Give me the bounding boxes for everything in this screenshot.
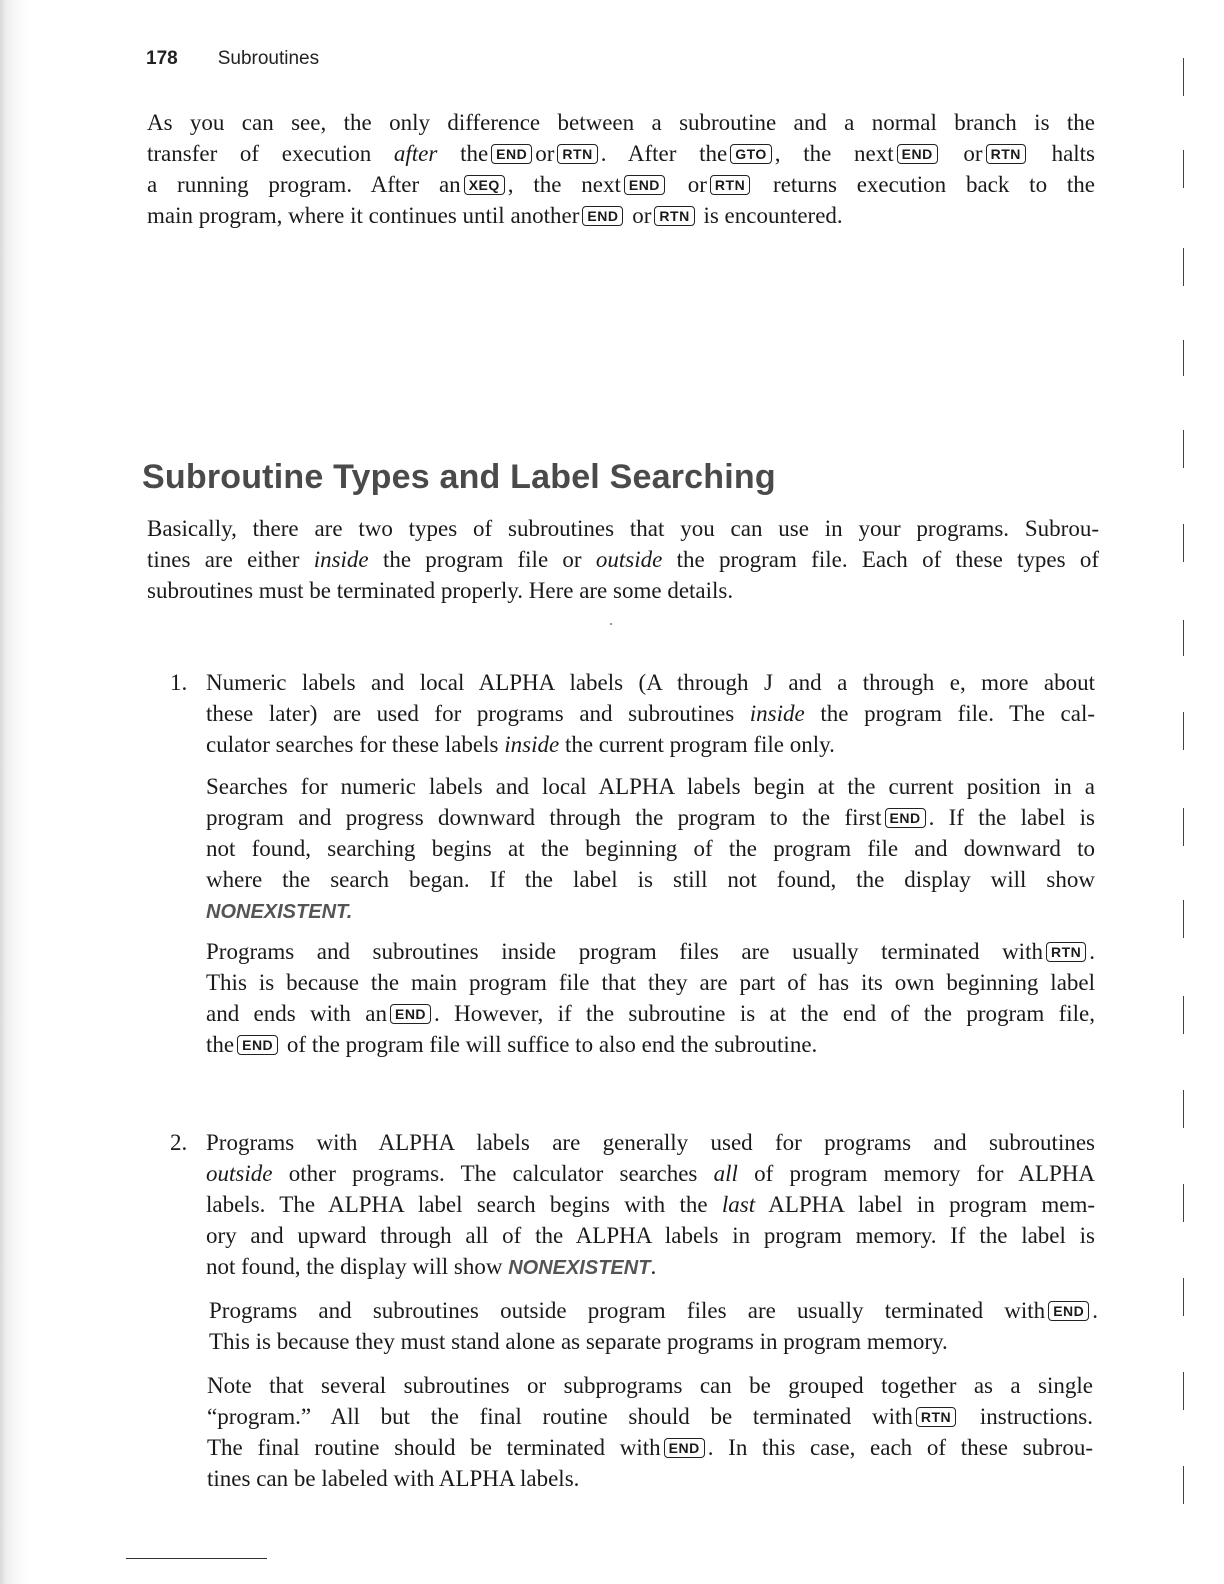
intro-paragraph (147, 107, 1095, 231)
end-key-icon: END (885, 808, 926, 828)
item1-paragraph-c: Programs and subroutines inside program files are usually terminated with RTN . This is because the main program file that they are part of has its own beginning label and ends with an END . However, if the subroutine is at the end of the program file, the END of the program file will suffice to also end the subroutine. (206, 939, 1096, 1057)
list-item-1-number: 1. (170, 670, 188, 695)
end-key-icon: END (237, 1035, 278, 1055)
footnote-rule (126, 1558, 267, 1559)
section-heading: Subroutine Types and Label Searching (142, 458, 776, 496)
rtn-key-icon: RTN (557, 144, 597, 164)
scan-speck (610, 623, 612, 625)
intro-line-4: main program, where it continues until another END or RTN is encountered. (147, 203, 843, 228)
gto-key-icon: GTO (730, 144, 772, 164)
item1-paragraph-b: Searches for numeric labels and local ALPHA labels begin at the current position in a program and progress downward through the program to the first END . If the label is not found, searching begins at the beginning of the program file and downward to where the search began. If the label is still not found, the display will show NONEXISTENT. (206, 774, 1095, 923)
display-nonexistent: NONEXISTENT. (206, 901, 353, 923)
rtn-key-icon: RTN (916, 1407, 956, 1427)
list-item-2-number: 2. (170, 1130, 188, 1155)
display-nonexistent: NONEXISTENT (508, 1257, 651, 1279)
rtn-key-icon: RTN (986, 144, 1026, 164)
section-intro-line-2: tines are either inside the program file or outside the program file. Each of these types of (147, 547, 1100, 572)
emphasis-after: after (393, 141, 438, 166)
rtn-key-icon: RTN (654, 206, 694, 226)
end-key-icon: END (897, 144, 938, 164)
scan-left-edge-shadow (0, 0, 30, 1584)
section-intro-line-3: subroutines must be terminated properly. Here are some details. (147, 578, 734, 603)
intro-line-1: As you can see, the only difference between a subroutine and a normal branch is the (147, 110, 1095, 135)
item2-paragraph-b: Programs and subroutines outside program files are usually terminated with END . This is because they must stand alone as separate programs in program memory. (209, 1298, 1098, 1354)
rtn-key-icon: RTN (710, 175, 750, 195)
xeq-key-icon: XEQ (464, 175, 505, 195)
end-key-icon: END (664, 1438, 705, 1458)
running-title: Subroutines (217, 48, 320, 69)
end-key-icon: END (1048, 1301, 1089, 1321)
item2-paragraph-a: Programs with ALPHA labels are generally used for programs and subroutines outside other programs. The calculator searches all of program memory for ALPHA labels. The ALPHA label search begins with the last ALPHA label in program mem- ory and upward through all of the ALPHA labels in program memory. If the label is not found, the display will show NONEXISTENT. (206, 1130, 1096, 1279)
page-header (146, 48, 319, 70)
intro-line-3: a running program. After an XEQ , the next END or RTN returns execution back to the (147, 172, 1095, 197)
section-intro-paragraph (147, 513, 1099, 606)
section-intro-line-1: Basically, there are two types of subroutines that you can use in your programs. Subrou- (147, 516, 1099, 541)
end-key-icon: END (491, 144, 532, 164)
scan-right-margin-marks (1180, 0, 1190, 1584)
page-number: 178 (146, 48, 178, 69)
end-key-icon: END (390, 1004, 431, 1024)
end-key-icon: END (582, 206, 623, 226)
end-key-icon: END (624, 175, 665, 195)
item1-paragraph-a: Numeric labels and local ALPHA labels (A through J and a through e, more about these later) are used for programs and subroutines inside the program file. The cal- culator searches for these labels inside the current program file only. (206, 670, 1095, 757)
rtn-key-icon: RTN (1046, 942, 1086, 962)
item2-paragraph-c: Note that several subroutines or subprograms can be grouped together as a single “program.” All but the final routine should be terminated with RTN instructions. The final routine should be terminated with END . In this case, each of these subrou- tines can be labeled with ALPHA labels. (207, 1373, 1093, 1491)
intro-line-2: transfer of execution after the END or RTN . After the GTO , the next END or RTN halts (147, 141, 1096, 166)
